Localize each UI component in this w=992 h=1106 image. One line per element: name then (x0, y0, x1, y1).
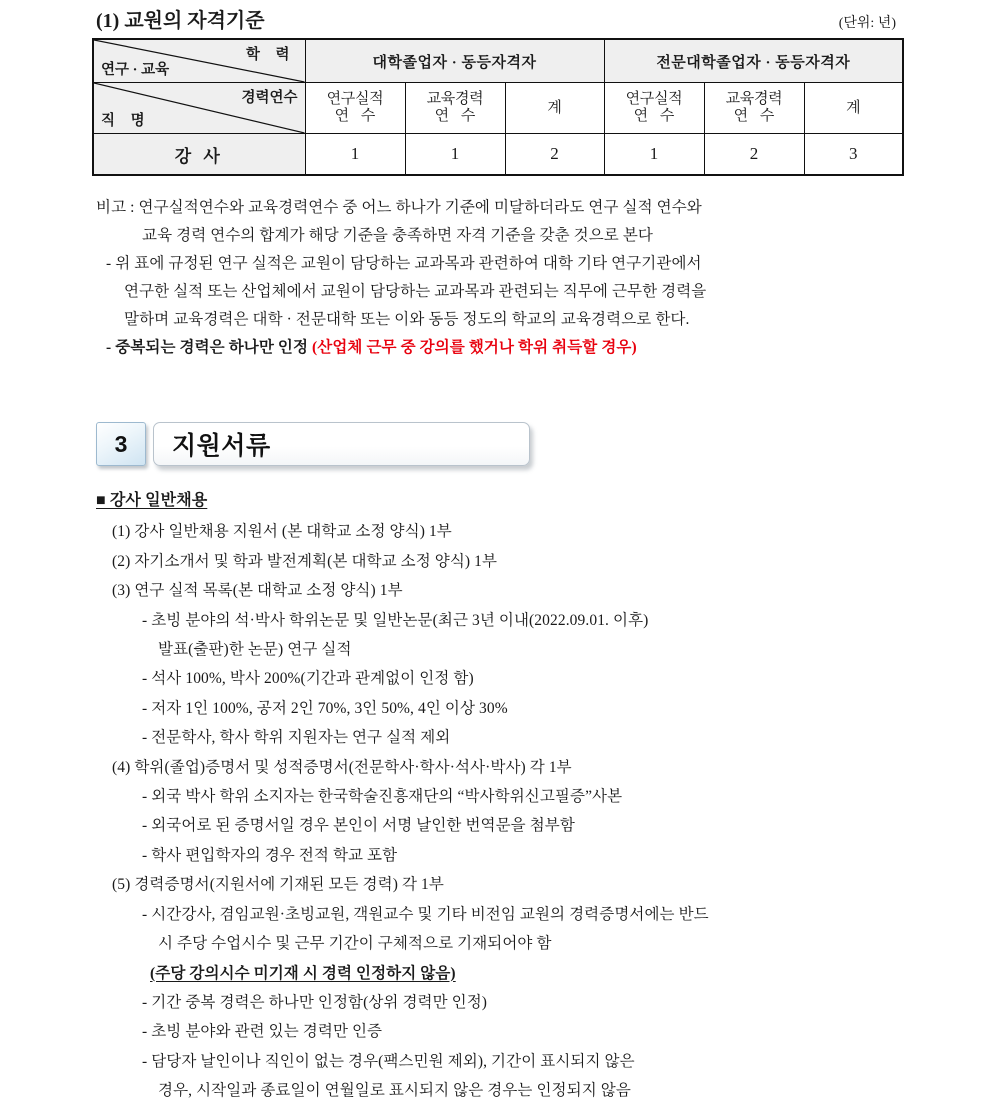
subheader-line1: 연구실적 (625, 91, 683, 108)
subheader-line2: 연 수 (434, 108, 480, 124)
list-item (96, 753, 926, 782)
subheader-line1: 계 (846, 99, 861, 116)
list-item-text: 경우, 시작일과 종료일이 연월일로 표시되지 않은 경우는 인정되지 않음 (158, 1082, 631, 1100)
subheader-line2: 연 수 (633, 108, 679, 124)
note-line: 교육 경력 연수의 합계가 해당 기준을 충족하면 자격 기준을 갖춘 것으로 본다 (142, 227, 653, 244)
doclist-items (96, 517, 926, 1105)
cell-value: 1 (305, 134, 405, 176)
section3-number-badge: 3 (96, 422, 146, 466)
list-item-text: - 석사 100%, 박사 200%(기간과 관계없이 인정 함) (142, 670, 474, 688)
subheader-cell-total (804, 83, 903, 134)
unit-note: (단위: 년) (838, 16, 896, 31)
subheader-line2: 연 수 (334, 108, 380, 124)
subheader-cell (305, 83, 405, 134)
subheader-line2: 연 수 (733, 108, 779, 124)
list-item (96, 900, 926, 929)
list-item (96, 606, 926, 635)
subheader-line1: 교육경력 (725, 91, 783, 108)
section3-document-list (96, 486, 926, 1106)
cell-value: 3 (804, 134, 903, 176)
list-item-text: (1) 강사 일반채용 지원서 (본 대학교 소정 양식) 1부 (112, 523, 452, 541)
list-item-text: - 초빙 분야와 관련 있는 경력만 인증 (142, 1023, 383, 1041)
list-item (96, 576, 926, 605)
corner-label-top-right: 학 력 (245, 47, 296, 63)
table-header-row-2 (93, 83, 903, 134)
list-item-text: - 외국어로 된 증명서일 경우 본인이 서명 날인한 번역문을 첨부함 (142, 817, 575, 835)
list-item-text: 발표(출판)한 논문) 연구 실적 (158, 641, 352, 659)
list-item (96, 1047, 926, 1076)
list-item (96, 664, 926, 693)
list-item (96, 988, 926, 1017)
subheader-line1: 연구실적 (326, 91, 384, 108)
cell-value: 2 (505, 134, 604, 176)
list-item-text: - 외국 박사 학위 소지자는 한국학술진흥재단의 “박사학위신고필증”사본 (142, 788, 623, 806)
list-item (96, 547, 926, 576)
list-item (96, 1017, 926, 1046)
subheader-cell (405, 83, 505, 134)
note-line: - 위 표에 규정된 연구 실적은 교원이 담당하는 교과목과 관련하여 대학 기타 연구기관에서 (106, 255, 702, 272)
corner-cell-education-research (93, 39, 305, 83)
table-row (93, 134, 903, 176)
list-item (96, 929, 926, 958)
note-text-black: - 중복되는 경력은 하나만 인정 (106, 339, 313, 356)
corner-cell-position-years (93, 83, 305, 134)
list-item-text: (주당 강의시수 미기재 시 경력 인정하지 않음) (150, 964, 456, 982)
subheader-line1: 교육경력 (426, 91, 484, 108)
subheader-line1: 계 (547, 99, 562, 116)
list-item (96, 517, 926, 546)
list-item (96, 694, 926, 723)
subheader-cell (604, 83, 704, 134)
table-notes (96, 194, 902, 362)
qualification-table (92, 38, 904, 176)
doclist-subheading-row (96, 486, 926, 517)
note-line: 비고 : 연구실적연수와 교육경력연수 중 어느 하나가 기준에 미달하더라도 연구 실적 연수와 (96, 199, 702, 216)
note-text-red: (산업체 근무 중 강의를 했거나 학위 취득할 경우) (312, 339, 637, 356)
section1-title-row (96, 4, 896, 33)
list-item-text: 시 주당 수업시수 및 근무 기간이 구체적으로 기재되어야 함 (158, 935, 552, 953)
section3-banner (96, 422, 528, 466)
cell-value: 1 (405, 134, 505, 176)
list-item-text: - 담당자 날인이나 직인이 없는 경우(팩스민원 제외), 기간이 표시되지 않은 (142, 1052, 635, 1070)
list-item-text: - 저자 1인 100%, 공저 2인 70%, 3인 50%, 4인 이상 30% (142, 699, 508, 717)
list-item (96, 959, 926, 988)
list-item (96, 841, 926, 870)
subheader-cell-total (505, 83, 604, 134)
list-item (96, 723, 926, 752)
corner-label-bottom-left: 직 명 (101, 113, 151, 129)
list-item-text: - 초빙 분야의 석·박사 학위논문 및 일반논문(최근 3년 이내(2022.09.01. 이후) (142, 611, 649, 629)
cell-value: 2 (704, 134, 804, 176)
list-item (96, 870, 926, 899)
list-item (96, 1076, 926, 1105)
cell-value: 1 (604, 134, 704, 176)
list-item (96, 635, 926, 664)
list-item-text: - 전문학사, 학사 학위 지원자는 연구 실적 제외 (142, 729, 451, 747)
list-item-text: (4) 학위(졸업)증명서 및 성적증명서(전문학사·학사·석사·박사) 각 1부 (112, 758, 572, 776)
section3-title: 지원서류 (172, 432, 271, 460)
list-item-text: (3) 연구 실적 목록(본 대학교 소정 양식) 1부 (112, 582, 403, 600)
doclist-subheading: ■ 강사 일반채용 (96, 492, 208, 509)
group-header-university: 대학졸업자 · 동등자격자 (305, 39, 604, 83)
list-item (96, 782, 926, 811)
section3-title-box (153, 422, 530, 466)
row-label-lecturer: 강 사 (93, 134, 305, 176)
note-line: 연구한 실적 또는 산업체에서 교원이 담당하는 교과목과 관련되는 직무에 근무한 경력을 (124, 283, 707, 300)
note-line-highlight (96, 334, 902, 362)
section1-title: (1) 교원의 자격기준 (96, 10, 265, 32)
list-item-text: - 학사 편입학자의 경우 전적 학교 포함 (142, 846, 398, 864)
table-header-row-1 (93, 39, 903, 83)
corner-label-top-right: 경력연수 (241, 90, 298, 106)
list-item (96, 811, 926, 840)
list-item-text: (2) 자기소개서 및 학과 발전계획(본 대학교 소정 양식) 1부 (112, 552, 498, 570)
list-item-text: - 시간강사, 겸임교원·초빙교원, 객원교수 및 기타 비전임 교원의 경력증명서에는 반드 (142, 905, 709, 923)
subheader-cell (704, 83, 804, 134)
list-item-text: (5) 경력증명서(지원서에 기재된 모든 경력) 각 1부 (112, 876, 444, 894)
list-item-text: - 기간 중복 경력은 하나만 인정함(상위 경력만 인정) (142, 993, 488, 1011)
group-header-college: 전문대학졸업자 · 동등자격자 (604, 39, 903, 83)
note-line: 말하며 교육경력은 대학 · 전문대학 또는 이와 동등 정도의 학교의 교육경력으로 한다. (124, 311, 690, 328)
corner-label-bottom-left: 연구 · 교육 (101, 62, 170, 78)
